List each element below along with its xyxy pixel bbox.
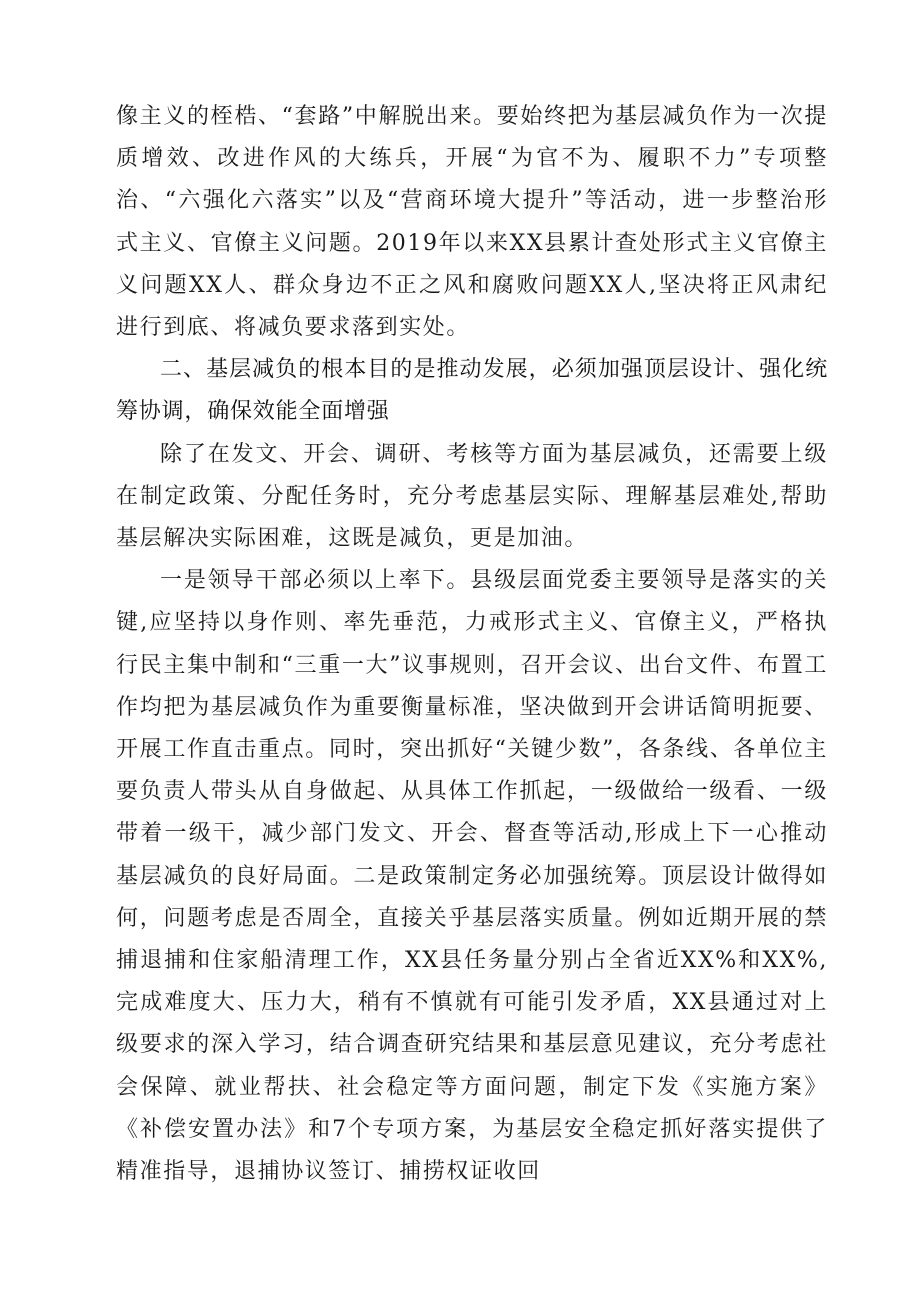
document-body — [116, 96, 828, 1193]
paragraph-body: 一是领导干部必须以上率下。县级层面党委主要领导是落实的关键,应坚持以身作则、率先垂范，力戒形式主义、官僚主义，严格执行民主集中制和“三重一大”议事规则，召开会议、出台文件、布置工作均把为基层减负作为重要衡量标准，坚决做到开会讲话简明扼要、开展工作直击重点。同时，突出抓好“关键少数”，各条线、各单位主要负责人带头从自身做起、从具体工作抓起，一级做给一级看、一级带着一级干，减少部门发文、开会、督查等活动,形成上下一心推动基层减负的良好局面。二是政策制定务必加强统筹。顶层设计做得如何，问题考虑是否周全，直接关乎基层落实质量。例如近期开展的禁捕退捕和住家船清理工作，XX县任务量分别占全省近XX%和XX%,完成难度大、压力大，稍有不慎就有可能引发矛盾，XX县通过对上级要求的深入学习，结合调查研究结果和基层意见建议，充分考虑社会保障、就业帮扶、社会稳定等方面问题，制定下发《实施方案》《补偿安置办法》和7个专项方案，为基层安全稳定抓好落实提供了精准指导，退捕协议签订、捕捞权证收回 — [116, 568, 828, 1185]
paragraph-intro: 除了在发文、开会、调研、考核等方面为基层减负，还需要上级在制定政策、分配任务时，充分考虑基层实际、理解基层难处,帮助基层解决实际困难，这既是减负，更是加油。 — [116, 441, 828, 552]
section-heading: 二、基层减负的根本目的是推动发展，必须加强顶层设计、强化统筹协调，确保效能全面增强 — [116, 357, 828, 425]
paragraph-continuation: 像主义的桎梏、“套路”中解脱出来。要始终把为基层减负作为一次提质增效、改进作风的大练兵，开展“为官不为、履职不力”专项整治、“六强化六落实”以及“营商环境大提升”等活动，进一步整治形式主义、官僚主义问题。2019年以来XX县累计查处形式主义官僚主义问题XX人、群众身边不正之风和腐败问题XX人,坚决将正风肃纪进行到底、将减负要求落到实处。 — [116, 104, 828, 341]
